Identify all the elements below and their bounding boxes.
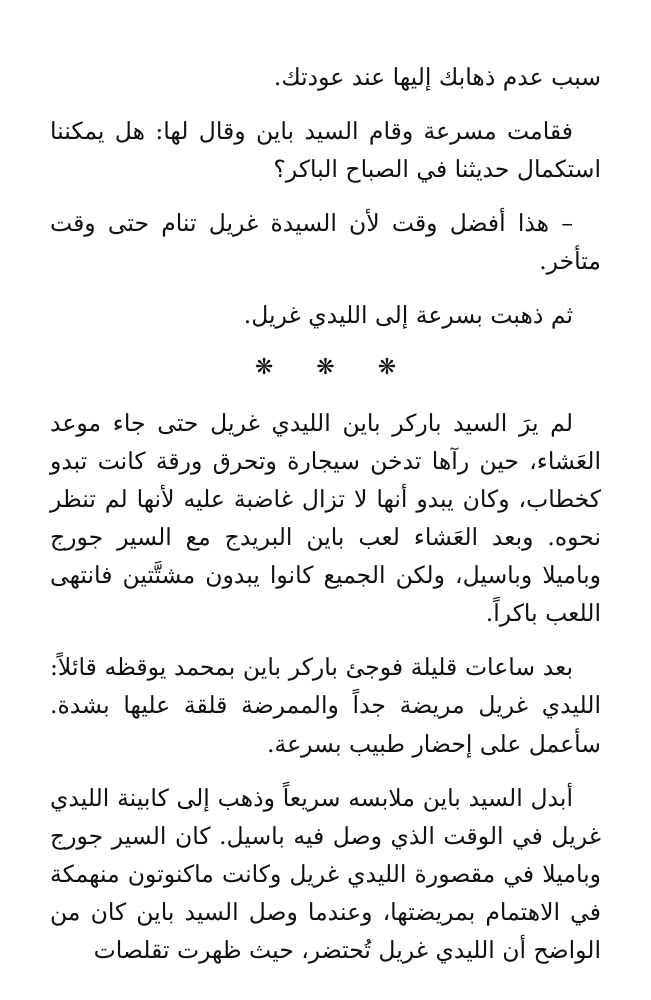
- paragraph-7: أبدل السيد باين ملابسه سريعاً وذهب إلى كابينة الليدي غريل في الوقت الذي وصل فيه باسيل. كان السير جورج وباميلا في مقصورة الليدي غريل وكانت ماكنوتون منهمكة في الاهتمام بمريضتها، وعندما وصل السيد باين كان من الواضح أن الليدي غريل تُحتضر، حيث ظهرت تقلصات: [50, 783, 601, 964]
- paragraph-4: ثم ذهبت بسرعة إلى الليدي غريل.: [243, 301, 573, 330]
- paragraph-5: لم يرَ السيد باركر باين الليدي غريل حتى جاء موعد العَشاء، حين رآها تدخن سيجارة وتحرق ورقة كانت تبدو كخطاب، وكان يبدو أنها لا تزال غاضبة عليه لأنها لم تنظر نحوه. وبعد العَشاء لعب باين البريدج مع السير جورج وباميلا وباسيل، ولكن الجميع كانوا يبدون مشتَّتين فانتهى اللعب باكراً.: [50, 409, 601, 628]
- paragraph-2: فقامت مسرعة وقام السيد باين وقال لها: هل يمكننا استكمال حديثنا في الصباح الباكر؟: [50, 117, 601, 184]
- paragraph-1: سبب عدم ذهابك إليها عند عودتك.: [273, 63, 601, 91]
- paragraph-3: – هذا أفضل وقت لأن السيدة غريل تنام حتى وقت متأخر.: [50, 209, 601, 276]
- book-page: [50, 58, 601, 985]
- section-separator: ❋ ❋ ❋: [254, 355, 415, 381]
- paragraph-6: بعد ساعات قليلة فوجئ باركر باين بمحمد يوقظه قائلاً: الليدي غريل مريضة جداً والممرضة قلقة عليها بشدة. سأعمل على إحضار طبيب بسرعة.: [50, 653, 601, 758]
